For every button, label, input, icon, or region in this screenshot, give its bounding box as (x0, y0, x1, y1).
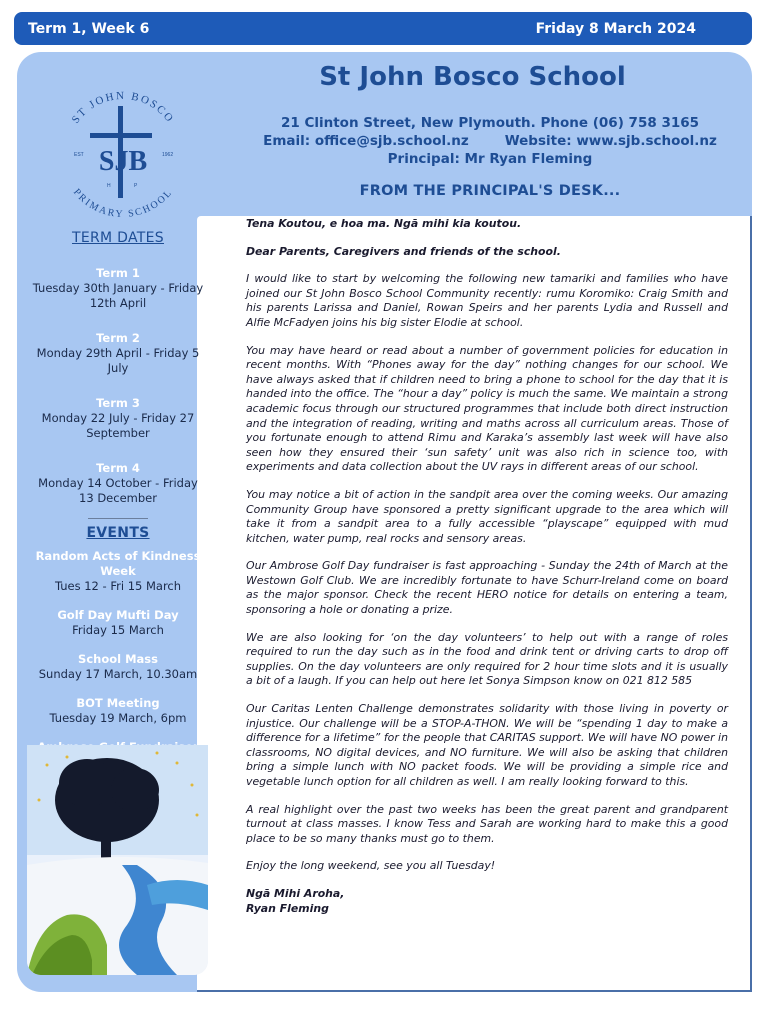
event-dates: Friday 15 March (72, 623, 164, 637)
term-dates-heading: TERM DATES (72, 230, 164, 246)
letter-paragraph: Our Ambrose Golf Day fundraiser is fast approaching - Sunday the 24th of March at the Westown Golf Club. We are incredibly fortunate to have Schurr-Ireland come on board as the major sponsor. Check the recent HERO notice for details on entering a team, sponsoring a hole or donating a prize. (246, 559, 728, 617)
principal-line: Principal: Mr Ryan Fleming (387, 151, 593, 167)
email-link[interactable]: Email: office@sjb.school.nz (263, 133, 469, 149)
term-item (30, 266, 206, 311)
term-label: Term 1 (96, 266, 140, 280)
logo-left-letter: H (107, 183, 111, 189)
event-label: BOT Meeting (76, 696, 160, 710)
events-heading: EVENTS (86, 525, 150, 541)
term-label: Term 2 (96, 331, 140, 345)
event-dates: Tuesday 19 March, 6pm (49, 711, 187, 725)
school-name: St John Bosco School (319, 62, 626, 92)
letter-paragraph: Enjoy the long weekend, see you all Tuesday! (246, 859, 496, 873)
issue-date: Friday 8 March 2024 (535, 20, 696, 37)
sidebar-divider (88, 518, 148, 519)
logo-initials: SJB (98, 146, 148, 177)
term-dates: Tuesday 30th January - Friday 12th April (32, 281, 204, 310)
event-dates: Tues 12 - Fri 15 March (54, 579, 182, 593)
event-item (30, 549, 206, 594)
contact-block (230, 114, 750, 168)
logo-year: 1962 (162, 152, 174, 158)
tree-river-illustration (27, 745, 208, 975)
event-item (30, 608, 206, 638)
letter-paragraph: You may have heard or read about a number of government policies for education in recent months. With “Phones away for the day” nothing changes for our school. We have always asked that if children need to bring a phone to school for the day that it is handed into the office. The “hour a day” policy is much the same. We maintain a strong academic focus through our structured programmes that include both direct instruction and the integration of reading, writing and maths across all curriculum areas. Those of you fortunate enough to attend Rimu and Karaka’s assembly last week will have also seen how they ensured their ‘sun safety’ unit was also rich in science too, with experiments and data collection about the UV rays in different areas of our school. (246, 343, 728, 474)
address-line: 21 Clinton Street, New Plymouth. Phone (06) 758 3165 (280, 115, 700, 131)
letter-paragraph: We are also looking for ‘on the day volunteers’ to help out with a range of roles required to run the day such as in the food and drink tent or driving carts to drop off supplies. On the day volunteers are only required for 2 hour time slots and it is usually a bit of a laugh. If you can help out here let Sonya Simpson know on 021 812 585 (246, 630, 728, 688)
letter-paragraph: A real highlight over the past two weeks has been the great parent and grandparent turnout at class masses. I know Tess and Sarah are working hard to make this a good place to be so many thanks must go to them. (246, 802, 728, 845)
letter-paragraph: You may notice a bit of action in the sandpit area over the coming weeks. Our amazing Community Group have sponsored a pretty significant upgrade to the area which will take it from a sandpit area to a fully accessible “playscape” equipped with mud kitchen, water pump, real rocks and sensory areas. (246, 487, 728, 545)
term-item (30, 396, 206, 441)
event-item (30, 696, 206, 726)
principal-letter (246, 217, 728, 916)
top-banner (14, 12, 752, 45)
event-label: Random Acts of Kindness Week (35, 549, 201, 578)
term-label: Term 4 (96, 461, 140, 475)
letter-paragraph: Our Caritas Lenten Challenge demonstrates solidarity with those living in poverty or injustice. Our challenge will be a STOP-A-THON. We will be “spending 1 day to make a difference for a lifetime” for the people that CARITAS support. We will have NO power in classrooms, NO digital devices, and NO furniture. We will also be asking that children bring a simple lunch with NO packet foods. We will be providing a simple rice and vegetable lunch option for all children as well. I am really looking forward to this. (246, 702, 728, 788)
event-label: School Mass (78, 652, 158, 666)
term-dates: Monday 14 October - Friday 13 December (38, 476, 198, 505)
letter-paragraph: I would like to start by welcoming the following new tamariki and families who have joined our St John Bosco School Community recently: rumu Koromiko: Craig Smith and his parents Larissa and Daniel, Rowan Speirs and her parents Lydia and Russell and Alfie McFadyen joins his big sister Elodie at school. (246, 272, 728, 329)
term-dates: Monday 22 July - Friday 27 September (41, 411, 195, 440)
logo-arc-bottom: PRIMARY SCHOOL (70, 186, 176, 221)
letter-signoff: Ngā Mihi Aroha, (246, 886, 345, 900)
letter-signature: Ryan Fleming (246, 901, 329, 915)
term-label: Term 3 (96, 396, 140, 410)
term-week: Term 1, Week 6 (28, 20, 150, 37)
letter-salutation: Dear Parents, Caregivers and friends of the school. (246, 244, 561, 258)
logo-right-letter: P (134, 183, 138, 189)
logo-arc-top: ST JOHN BOSCO (69, 89, 177, 126)
event-label: Golf Day Mufti Day (57, 608, 179, 622)
letter-greeting: Tena Koutou, e hoa ma. Ngā mihi kia koutou. (246, 217, 522, 230)
event-dates: Sunday 17 March, 10.30am (38, 667, 198, 681)
term-item (30, 461, 206, 506)
school-logo (50, 78, 196, 224)
sidebar (30, 230, 206, 770)
event-item (30, 652, 206, 682)
svg-text:PRIMARY SCHOOL (71, 187, 175, 220)
website-link[interactable]: Website: www.sjb.school.nz (504, 133, 717, 149)
term-dates: Monday 29th April - Friday 5 July (36, 346, 200, 375)
term-item (30, 331, 206, 376)
logo-est: EST (74, 152, 84, 158)
section-title: FROM THE PRINCIPAL'S DESK... (359, 183, 621, 199)
